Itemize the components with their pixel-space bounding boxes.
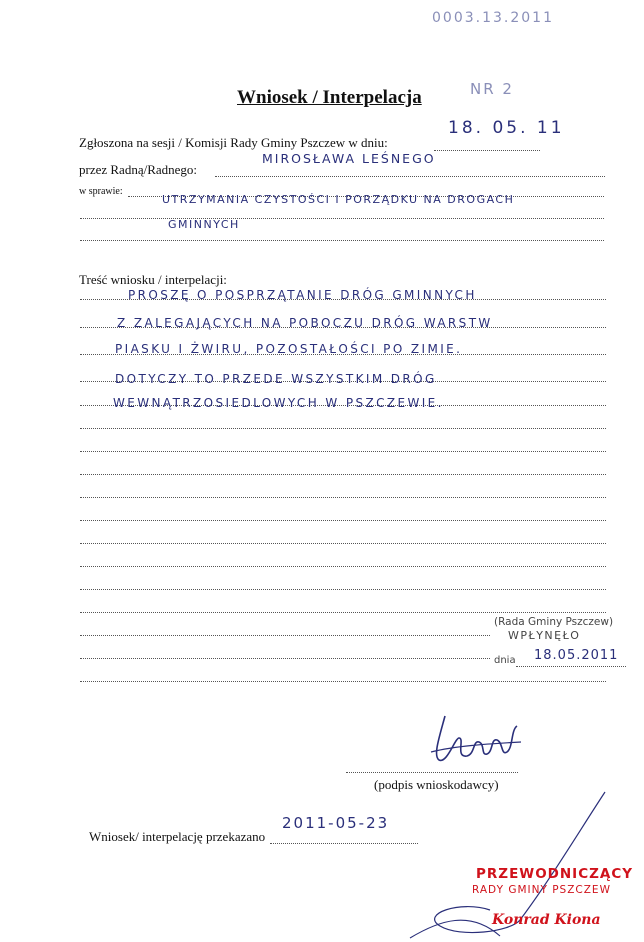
matter-text-1: UTRZYMANIA CZYSTOŚCI I PORZĄDKU NA DROGACH xyxy=(162,193,515,206)
content-label: Treść wniosku / interpelacji: xyxy=(79,272,227,287)
received-stamp-line1: (Rada Gminy Pszczew) xyxy=(494,616,614,628)
content-rule xyxy=(80,681,606,682)
forwarded-label: Wniosek/ interpelację przekazano xyxy=(89,829,266,844)
content-line-5: WEWNĄTRZOSIEDLOWYCH W PSZCZEWIE. xyxy=(113,396,444,410)
reference-number: 0003.13.2011 xyxy=(432,10,554,26)
received-stamp-line2: WPŁYNĘŁO xyxy=(508,629,581,642)
chair-stamp-name: Konrad Kiona xyxy=(492,912,601,928)
chair-stamp-line1: PRZEWODNICZĄCY xyxy=(476,866,634,882)
signature-caption: (podpis wnioskodawcy) xyxy=(374,777,499,792)
content-line-1: PROSZĘ O POSPRZĄTANIE DRÓG GMINNYCH xyxy=(128,288,477,302)
content-rule xyxy=(80,520,606,521)
received-date-line xyxy=(516,666,626,667)
content-rule xyxy=(80,474,606,475)
session-date-line xyxy=(434,150,540,151)
content-rule xyxy=(80,635,490,636)
content-rule xyxy=(80,497,606,498)
matter-line-2 xyxy=(80,240,604,241)
received-stamp-date: 18.05.2011 xyxy=(534,648,619,663)
content-rule xyxy=(80,658,490,659)
matter-line-1 xyxy=(80,218,604,219)
content-line-4: DOTYCZY TO PRZEDE WSZYSTKIM DRÓG xyxy=(115,372,437,386)
councillor-label: przez Radną/Radnego: xyxy=(79,162,198,177)
applicant-signature xyxy=(425,708,525,770)
title-note: NR 2 xyxy=(470,80,514,98)
content-rule xyxy=(80,543,606,544)
content-rule xyxy=(80,589,606,590)
chair-stamp-line2: RADY GMINY PSZCZEW xyxy=(472,884,611,896)
session-label: Zgłoszona na sesji / Komisji Rady Gminy Pszczew w dniu: xyxy=(79,135,388,150)
forwarded-date: 2011-05-23 xyxy=(282,814,390,832)
content-rule xyxy=(80,428,606,429)
content-rule xyxy=(80,451,606,452)
councillor-line xyxy=(215,176,605,177)
matter-label: w sprawie: xyxy=(79,186,123,197)
received-stamp-date-label: dnia xyxy=(494,655,516,666)
content-line-3: PIASKU I ŻWIRU, POZOSTAŁOŚCI PO ZIMIE. xyxy=(115,342,463,356)
session-date: 18. 05. 11 xyxy=(448,118,565,138)
page-title: Wniosek / Interpelacja xyxy=(237,87,422,108)
content-line-2: Z ZALEGAJĄCYCH NA POBOCZU DRÓG WARSTW xyxy=(117,316,493,330)
content-rule xyxy=(80,566,606,567)
content-rule xyxy=(80,612,606,613)
signature-line xyxy=(346,772,518,773)
councillor-name: MIROSŁAWA LEŚNEGO xyxy=(262,151,436,166)
matter-text-2: GMINNYCH xyxy=(168,218,240,231)
forwarded-date-line xyxy=(270,843,418,844)
